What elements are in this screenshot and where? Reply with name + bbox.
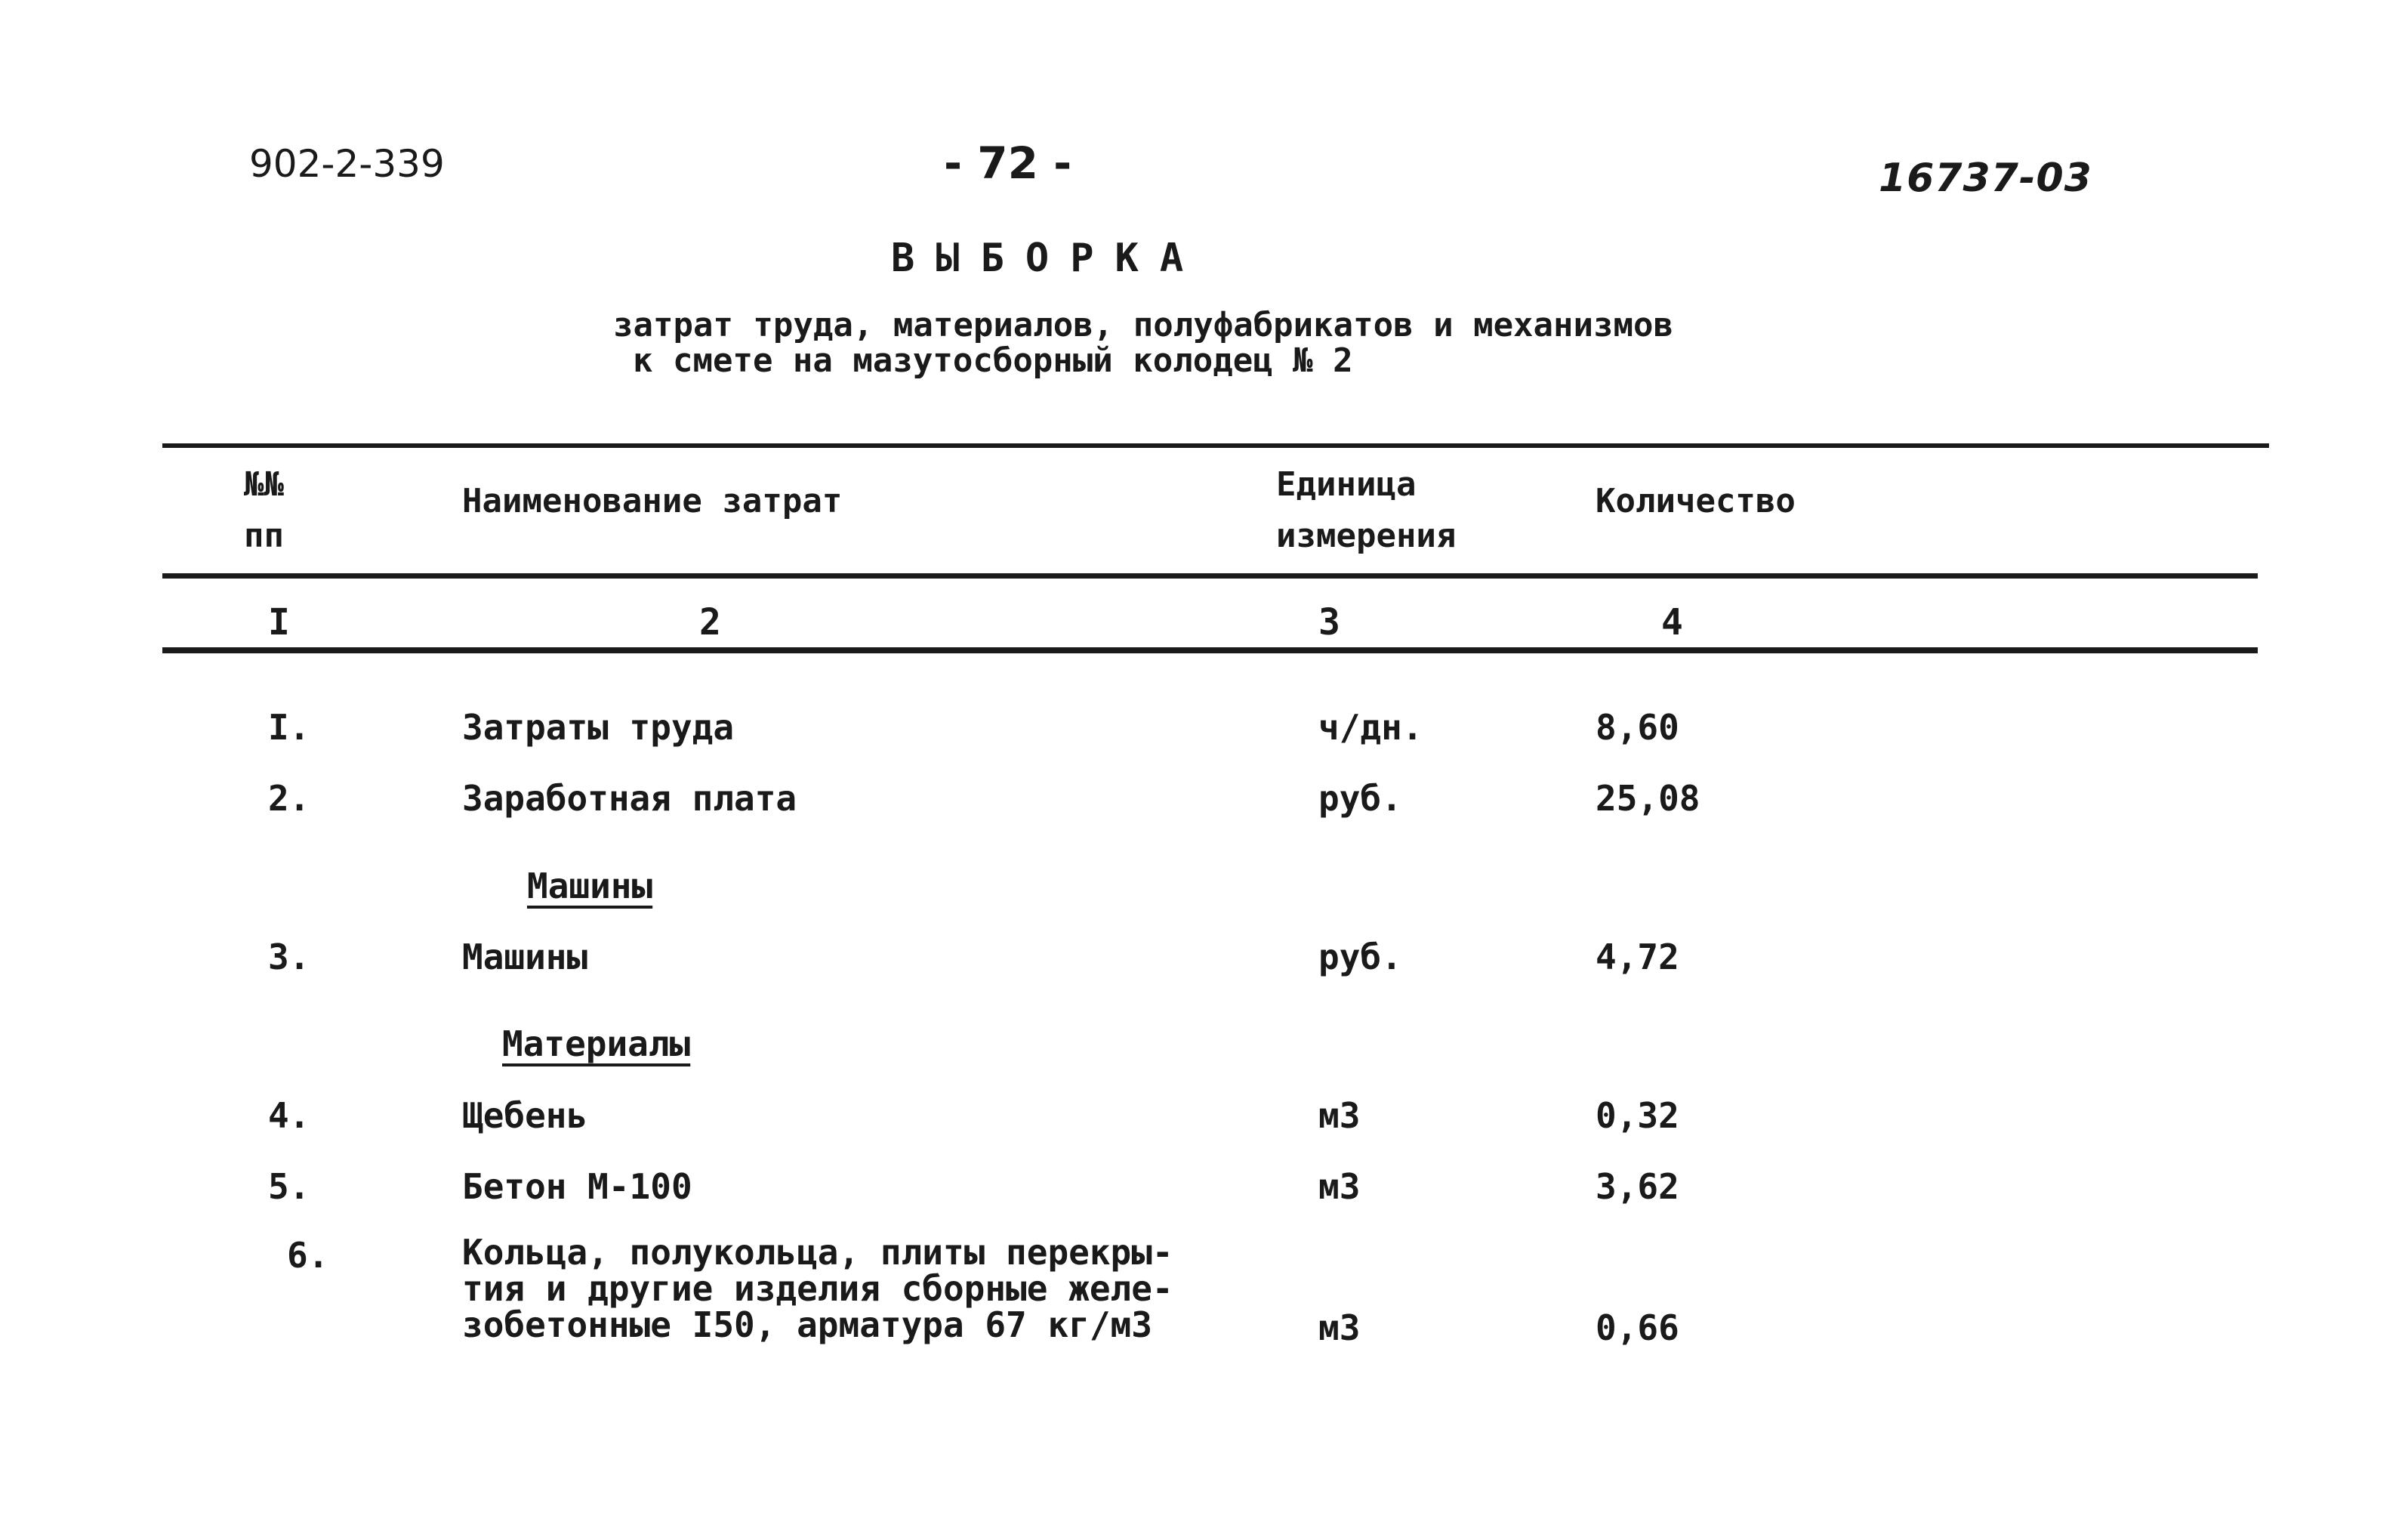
row-2-quantity: 25,08 — [1596, 778, 1700, 819]
header-unit-line-2: измерения — [1276, 517, 1457, 555]
column-numbers-bottom-rule — [162, 647, 2258, 653]
column-number-2: 2 — [699, 601, 721, 644]
row-6-number: 6. — [287, 1235, 329, 1276]
page-number: - 72 - — [944, 137, 1072, 189]
row-5-number: 5. — [268, 1166, 310, 1207]
archive-number: 16737-03 — [1879, 156, 2092, 201]
row-1-name: Затраты труда — [462, 707, 735, 748]
header-bottom-rule — [162, 573, 2258, 579]
row-5-name: Бетон М-100 — [462, 1166, 692, 1207]
header-number-line-2: пп — [244, 517, 284, 555]
header-name: Наименование затрат — [462, 482, 843, 520]
table-top-rule — [162, 443, 2269, 448]
document-subtitle-line-1: затрат труда, материалов, полуфабрикатов и механизмов — [613, 306, 1673, 344]
row-5-unit: м3 — [1318, 1166, 1361, 1207]
header-number-line-1: №№ — [244, 465, 284, 504]
row-2-number: 2. — [268, 778, 310, 819]
row-6-quantity: 0,66 — [1596, 1307, 1679, 1348]
row-1-quantity: 8,60 — [1596, 707, 1679, 748]
row-6-unit: м3 — [1318, 1307, 1361, 1348]
row-3-quantity: 4,72 — [1596, 937, 1679, 977]
header-quantity: Количество — [1596, 482, 1796, 520]
column-number-4: 4 — [1661, 601, 1683, 644]
row-3-name: Машины — [462, 937, 588, 977]
row-2-name: Заработная плата — [462, 778, 797, 819]
row-6-name-line-1: Кольца, полукольца, плиты перекры- — [462, 1232, 1173, 1273]
row-5-quantity: 3,62 — [1596, 1166, 1679, 1207]
document-code: 902-2-339 — [249, 142, 445, 186]
row-6-name-line-3: зобетонные I50, арматура 67 кг/м3 — [462, 1304, 1152, 1345]
column-number-3: 3 — [1318, 601, 1340, 644]
row-1-unit: ч/дн. — [1318, 707, 1423, 748]
row-4-number: 4. — [268, 1095, 310, 1136]
row-4-unit: м3 — [1318, 1095, 1361, 1136]
row-6-name-line-2: тия и другие изделия сборные желе- — [462, 1268, 1173, 1309]
row-1-number: I. — [268, 707, 310, 748]
row-2-unit: руб. — [1318, 778, 1402, 819]
section-heading-machines: Машины — [527, 866, 653, 906]
row-4-name: Щебень — [462, 1095, 588, 1136]
row-3-number: 3. — [268, 937, 310, 977]
document-title: ВЫБОРКА — [891, 236, 1205, 281]
column-number-1: I — [268, 601, 290, 644]
header-unit-line-1: Единица — [1276, 465, 1417, 504]
row-3-unit: руб. — [1318, 937, 1402, 977]
section-heading-materials: Материалы — [502, 1023, 691, 1064]
row-4-quantity: 0,32 — [1596, 1095, 1679, 1136]
document-subtitle-line-2: к смете на мазутосборный колодец № 2 — [633, 341, 1353, 380]
